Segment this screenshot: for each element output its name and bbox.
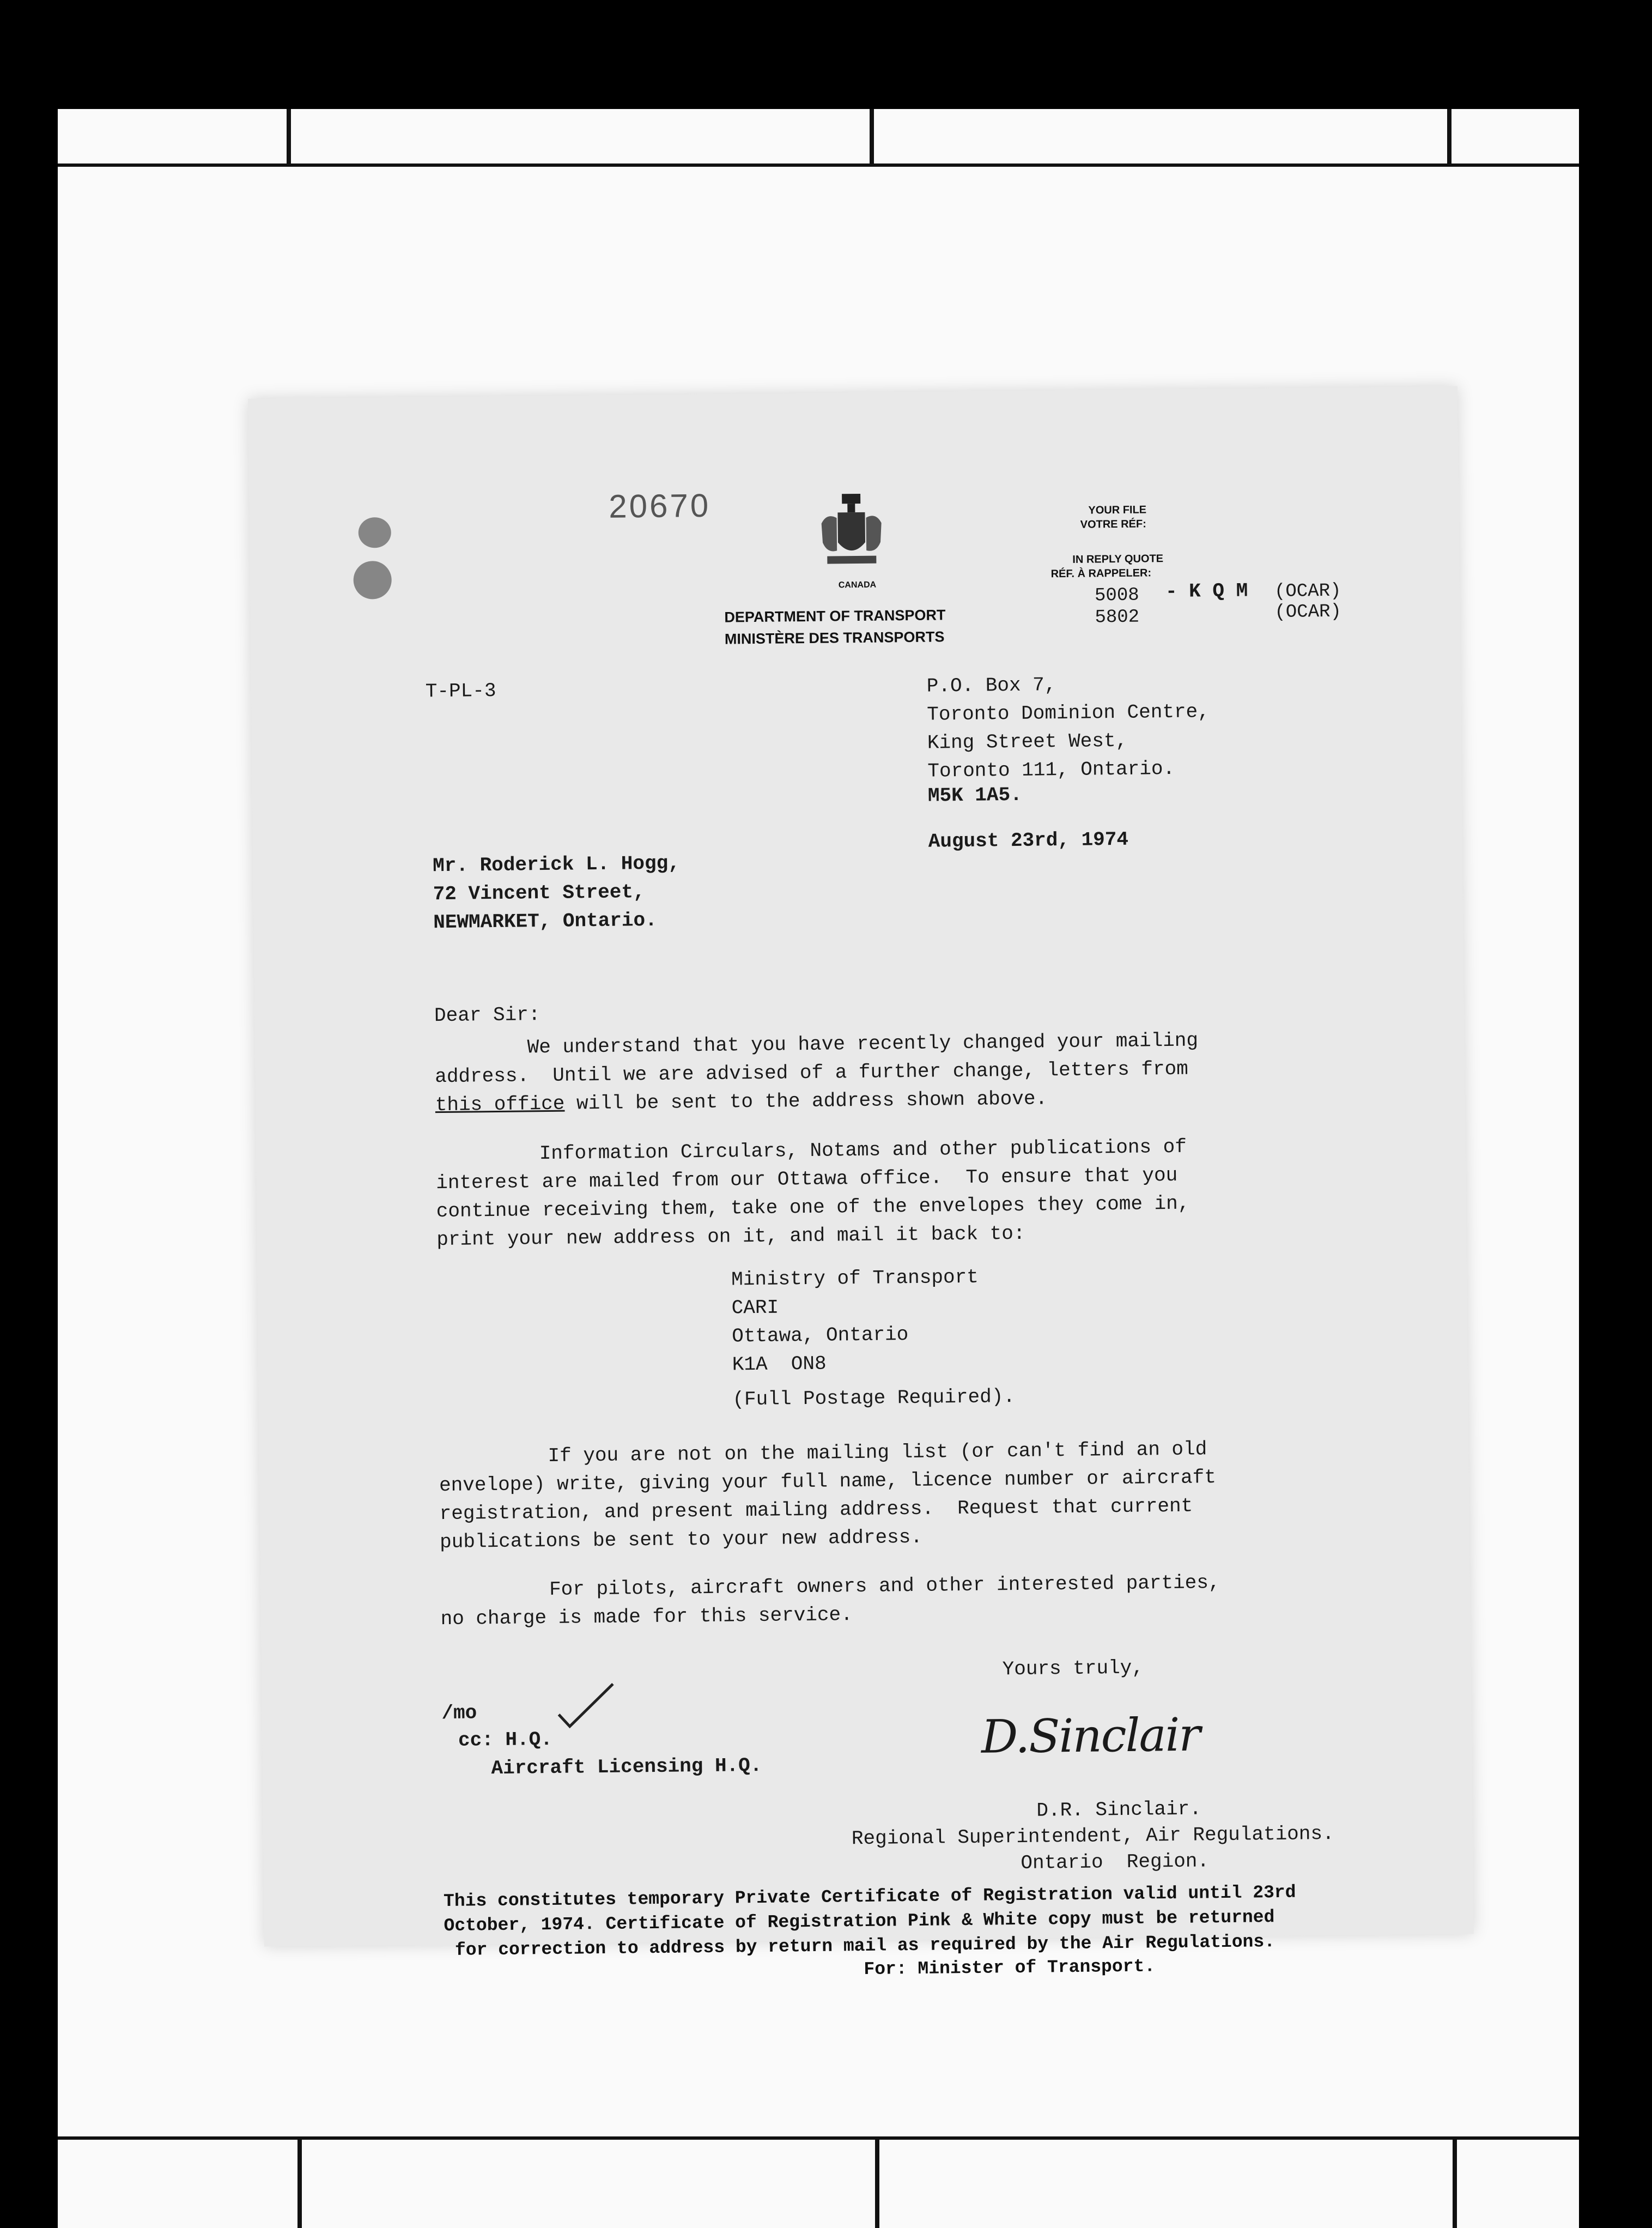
reference-tag-1: (OCAR)	[1274, 580, 1341, 602]
bottom-tick	[297, 2140, 302, 2228]
paragraph-line: interest are mailed from our Ottawa office. To ensure that you	[436, 1164, 1178, 1195]
reference-number-1: 5008	[1094, 585, 1139, 607]
cc-line: cc: H.Q.	[458, 1728, 553, 1752]
reference-tag-2: (OCAR)	[1274, 601, 1342, 623]
mail-to-line: K1A ON8	[732, 1352, 827, 1376]
sender-address-line: M5K 1A5.	[927, 783, 1022, 807]
mail-to-line: CARI	[731, 1296, 779, 1319]
mail-to-line: Ministry of Transport	[731, 1266, 979, 1291]
sender-address-line: P.O. Box 7,	[926, 674, 1056, 698]
paragraph-line: publications be sent to your new address.	[439, 1525, 923, 1554]
checkmark-icon	[556, 1681, 616, 1731]
stamped-notice-line: This constitutes temporary Private Certificate of Registration valid until 23rd	[443, 1882, 1296, 1912]
paragraph-line: envelope) write, giving your full name, licence number or aircraft	[439, 1466, 1217, 1497]
mail-to-line: Ottawa, Ontario	[732, 1323, 909, 1348]
your-file-label-fr: VOTRE RÉF:	[1080, 518, 1146, 531]
paragraph-line: If you are not on the mailing list (or can't find an old	[548, 1438, 1207, 1468]
coat-of-arms-icon	[816, 490, 888, 578]
stamp-number: 20670	[608, 487, 711, 525]
letterhead-country: CANADA	[838, 580, 877, 590]
stamped-notice-line: for correction to address by return mail as required by the Air Regulations.	[454, 1932, 1276, 1960]
your-file-label: YOUR FILE	[1088, 504, 1147, 517]
paragraph-line: no charge is made for this service.	[440, 1603, 853, 1631]
recipient-street: 72 Vincent Street,	[433, 881, 645, 906]
punch-mark	[358, 517, 391, 548]
bottom-rule	[58, 2136, 1579, 2140]
bottom-tick	[875, 2140, 879, 2228]
top-tick	[1447, 109, 1451, 164]
top-tick	[870, 109, 874, 164]
paragraph-line: registration, and present mailing address. Request that current	[439, 1494, 1193, 1525]
sender-address-line: Toronto Dominion Centre,	[927, 700, 1210, 726]
paragraph-text: will be sent to the address shown above.	[564, 1087, 1048, 1115]
sender-address-line: King Street West,	[927, 729, 1128, 754]
bottom-tick	[1453, 2140, 1457, 2228]
letter-page	[248, 386, 1474, 1980]
top-rule	[58, 164, 1579, 167]
paragraph-line: Information Circulars, Notams and other publications of	[539, 1135, 1187, 1165]
signer-title: Regional Superintendent, Air Regulations.	[851, 1822, 1334, 1850]
paragraph-line	[435, 1085, 1048, 1119]
paragraph-line: address. Until we are advised of a further change, letters from	[435, 1057, 1189, 1088]
recipient-name: Mr. Roderick L. Hogg,	[432, 852, 681, 877]
top-tick	[287, 109, 291, 164]
typist-initials: /mo	[441, 1702, 477, 1725]
reply-quote-label-fr: RÉF. À RAPPELER:	[1050, 567, 1152, 580]
underlined-text: this office	[435, 1092, 565, 1117]
letterhead-department-fr: MINISTÈRE DES TRANSPORTS	[724, 628, 945, 647]
stamped-notice-line: For: Minister of Transport.	[864, 1956, 1156, 1980]
letterhead-department-en: DEPARTMENT OF TRANSPORT	[724, 607, 946, 626]
letter-date: August 23rd, 1974	[928, 828, 1129, 853]
file-code: T-PL-3	[425, 679, 496, 703]
signature: D.Sinclair	[981, 1708, 1200, 1764]
paragraph-line: For pilots, aircraft owners and other interested parties,	[549, 1571, 1220, 1601]
signer-region: Ontario Region.	[1021, 1850, 1210, 1874]
reference-code: - K Q M	[1165, 579, 1248, 603]
stamped-notice-line: October, 1974. Certificate of Registration Pink & White copy must be returned	[444, 1907, 1275, 1936]
reply-quote-label: IN REPLY QUOTE	[1072, 553, 1164, 566]
mail-to-line: (Full Postage Required).	[732, 1385, 1016, 1411]
signer-name: D.R. Sinclair.	[1036, 1797, 1202, 1822]
salutation: Dear Sir:	[434, 1003, 540, 1027]
paragraph-line: continue receiving them, take one of the envelopes they come in,	[436, 1192, 1190, 1223]
paragraph-line: We understand that you have recently changed your mailing	[527, 1029, 1199, 1059]
recipient-city: NEWMARKET, Ontario.	[433, 909, 657, 934]
closing: Yours truly,	[1002, 1656, 1144, 1681]
reference-number-2: 5802	[1095, 607, 1140, 628]
punch-mark	[353, 561, 392, 600]
cc-line: Aircraft Licensing H.Q.	[491, 1754, 762, 1780]
sender-address-line: Toronto 111, Ontario.	[927, 757, 1175, 783]
paragraph-line: print your new address on it, and mail it back to:	[436, 1222, 1025, 1251]
